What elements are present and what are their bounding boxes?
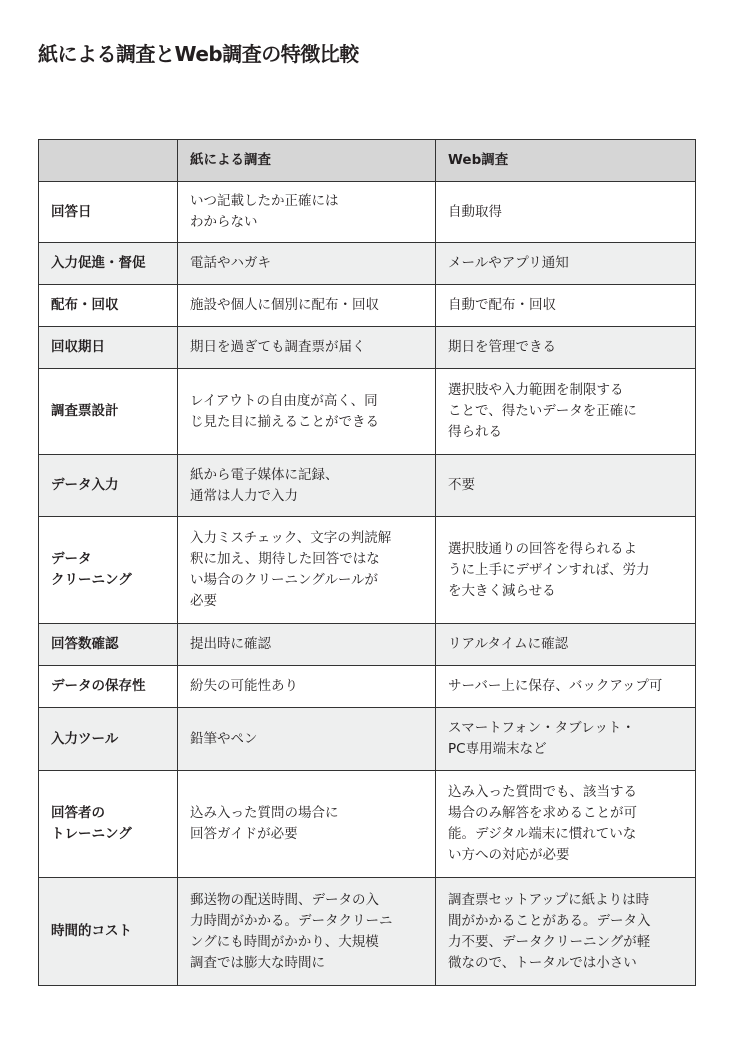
web-cell: 期日を管理できる bbox=[436, 327, 696, 369]
web-cell: 選択肢や入力範囲を制限する ことで、得たいデータを正確に 得られる bbox=[436, 369, 696, 455]
row-label: データの保存性 bbox=[39, 666, 178, 708]
row-label: 回答者の トレーニング bbox=[39, 771, 178, 878]
row-label: 回答日 bbox=[39, 182, 178, 243]
table-row bbox=[39, 624, 696, 666]
web-cell: 不要 bbox=[436, 455, 696, 517]
row-label: 回答数確認 bbox=[39, 624, 178, 666]
table-row bbox=[39, 771, 696, 878]
paper-cell: 入力ミスチェック、文字の判読解 釈に加え、期待した回答ではな い場合のクリーニングルールが 必要 bbox=[178, 517, 436, 624]
paper-cell: 鉛筆やペン bbox=[178, 708, 436, 771]
table-row bbox=[39, 708, 696, 771]
paper-cell: 提出時に確認 bbox=[178, 624, 436, 666]
row-label: 入力ツール bbox=[39, 708, 178, 771]
row-label: 時間的コスト bbox=[39, 878, 178, 986]
header-web: Web調査 bbox=[436, 140, 696, 182]
table-row bbox=[39, 517, 696, 624]
paper-cell: 電話やハガキ bbox=[178, 243, 436, 285]
table-row bbox=[39, 666, 696, 708]
web-cell: スマートフォン・タブレット・ PC専用端末など bbox=[436, 708, 696, 771]
table-row bbox=[39, 369, 696, 455]
paper-cell: レイアウトの自由度が高く、同 じ見た目に揃えることができる bbox=[178, 369, 436, 455]
web-cell: 調査票セットアップに紙よりは時 間がかかることがある。データ入 力不要、データクリーニングが軽 微なので、トータルでは小さい bbox=[436, 878, 696, 986]
web-cell: メールやアプリ通知 bbox=[436, 243, 696, 285]
paper-cell: 紙から電子媒体に記録、 通常は人力で入力 bbox=[178, 455, 436, 517]
paper-cell: 期日を過ぎても調査票が届く bbox=[178, 327, 436, 369]
paper-cell: 郵送物の配送時間、データの入 力時間がかかる。データクリーニ ングにも時間がかかり、大規模 調査では膨大な時間に bbox=[178, 878, 436, 986]
row-label: データ クリーニング bbox=[39, 517, 178, 624]
comparison-table bbox=[38, 139, 696, 986]
paper-cell: 紛失の可能性あり bbox=[178, 666, 436, 708]
table-row bbox=[39, 878, 696, 986]
table-header-row bbox=[39, 140, 696, 182]
web-cell: 選択肢通りの回答を得られるよ うに上手にデザインすれば、労力 を大きく減らせる bbox=[436, 517, 696, 624]
page-title: 紙による調査とWeb調査の特徴比較 bbox=[38, 42, 359, 66]
table-row bbox=[39, 455, 696, 517]
web-cell: サーバー上に保存、バックアップ可 bbox=[436, 666, 696, 708]
row-label: 配布・回収 bbox=[39, 285, 178, 327]
table-row bbox=[39, 285, 696, 327]
web-cell: 自動取得 bbox=[436, 182, 696, 243]
header-blank bbox=[39, 140, 178, 182]
web-cell: リアルタイムに確認 bbox=[436, 624, 696, 666]
table-row bbox=[39, 243, 696, 285]
row-label: 回収期日 bbox=[39, 327, 178, 369]
table-row bbox=[39, 182, 696, 243]
row-label: 入力促進・督促 bbox=[39, 243, 178, 285]
row-label: 調査票設計 bbox=[39, 369, 178, 455]
paper-cell: 込み入った質問の場合に 回答ガイドが必要 bbox=[178, 771, 436, 878]
table-row bbox=[39, 327, 696, 369]
row-label: データ入力 bbox=[39, 455, 178, 517]
paper-cell: 施設や個人に個別に配布・回収 bbox=[178, 285, 436, 327]
web-cell: 込み入った質問でも、該当する 場合のみ解答を求めることが可 能。デジタル端末に慣れていな い方への対応が必要 bbox=[436, 771, 696, 878]
paper-cell: いつ記載したか正確には わからない bbox=[178, 182, 436, 243]
web-cell: 自動で配布・回収 bbox=[436, 285, 696, 327]
header-paper: 紙による調査 bbox=[178, 140, 436, 182]
